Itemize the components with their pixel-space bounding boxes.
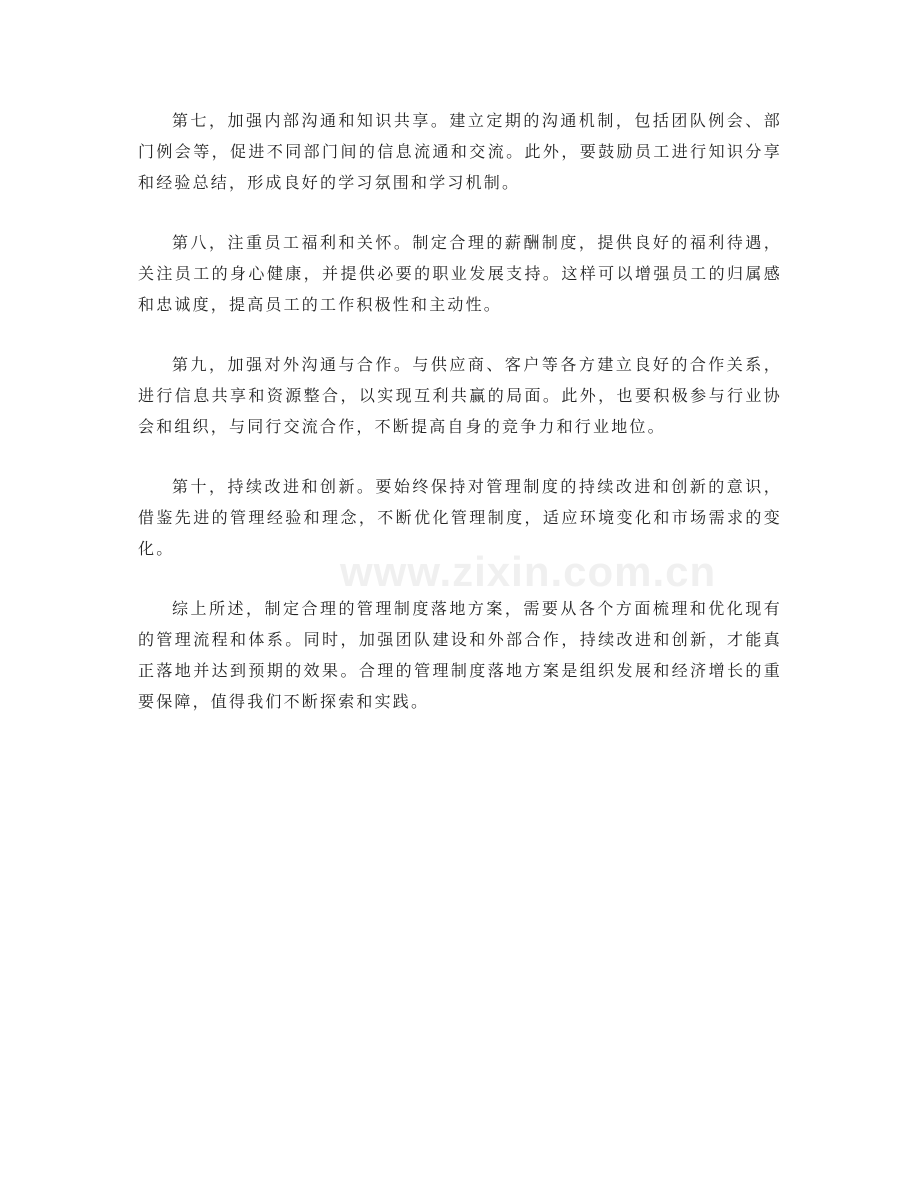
paragraph-eighth: 第八，注重员工福利和关怀。制定合理的薪酬制度，提供良好的福利待遇，关注员工的身心健康，并提供必要的职业发展支持。这样可以增强员工的归属感和忠诚度，提高员工的工作积极性和主动性。 <box>138 233 782 314</box>
paragraph-ninth: 第九，加强对外沟通与合作。与供应商、客户等各方建立良好的合作关系，进行信息共享和资源整合，以实现互利共赢的局面。此外，也要积极参与行业协会和组织，与同行交流合作，不断提高自身的竞争力和行业地位。 <box>138 355 782 436</box>
document-body <box>138 105 782 746</box>
paragraph-conclusion: 综上所述，制定合理的管理制度落地方案，需要从各个方面梳理和优化现有的管理流程和体系。同时，加强团队建设和外部合作，持续改进和创新，才能真正落地并达到预期的效果。合理的管理制度落地方案是组织发展和经济增长的重要保障，值得我们不断探索和实践。 <box>138 599 782 711</box>
paragraph-seventh: 第七，加强内部沟通和知识共享。建立定期的沟通机制，包括团队例会、部门例会等，促进不同部门间的信息流通和交流。此外，要鼓励员工进行知识分享和经验总结，形成良好的学习氛围和学习机制。 <box>138 111 782 192</box>
watermark: www.zixin.com.cn <box>340 548 717 595</box>
paragraph-tenth: 第十，持续改进和创新。要始终保持对管理制度的持续改进和创新的意识，借鉴先进的管理经验和理念，不断优化管理制度，适应环境变化和市场需求的变化。 <box>138 477 782 558</box>
